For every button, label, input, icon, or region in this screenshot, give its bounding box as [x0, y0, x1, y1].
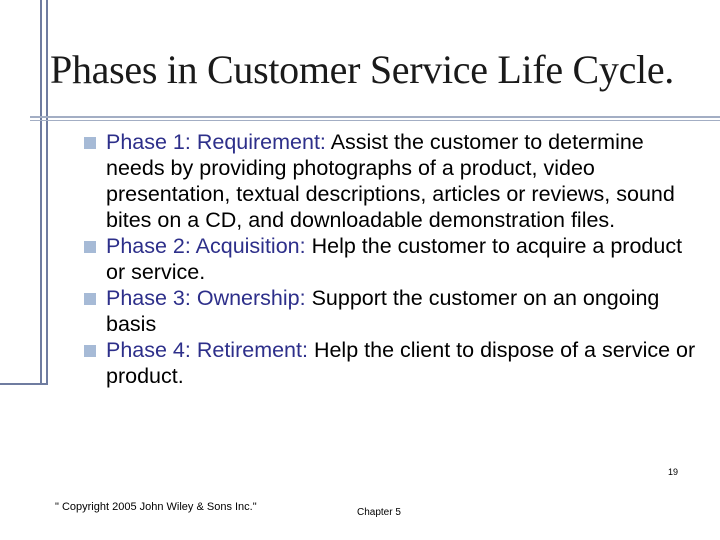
title-divider-thin — [30, 120, 720, 121]
square-bullet-icon — [84, 345, 96, 357]
chapter-footer: Chapter 5 — [357, 507, 401, 518]
phase-description: Assist the customer to determine needs by providing photographs of a product, video presentation, textual descriptions, articles or reviews, sound bites on a CD, and downloadable demonstration files. — [106, 130, 675, 232]
square-bullet-icon — [84, 241, 96, 253]
bullet-item-phase-4 — [84, 337, 704, 389]
copyright-footer: " Copyright 2005 John Wiley & Sons Inc." — [55, 501, 257, 513]
title-divider — [30, 116, 720, 118]
square-bullet-icon — [84, 137, 96, 149]
bullet-item-phase-1 — [84, 129, 704, 233]
phase-description: Help the client to dispose of a service or product. — [106, 338, 696, 388]
phase-description: Help the customer to acquire a product or service. — [106, 234, 683, 284]
slide-title: Phases in Customer Service Life Cycle. — [50, 47, 675, 92]
phase-description: Support the customer on an ongoing basis — [106, 286, 660, 336]
bullet-item-phase-3 — [84, 285, 704, 337]
phase-label: Phase 1: Requirement: — [106, 130, 326, 154]
page-number: 19 — [668, 467, 679, 477]
phase-label: Phase 2: Acquisition: — [106, 234, 306, 258]
phase-label: Phase 3: Ownership: — [106, 286, 306, 310]
bullet-list — [84, 129, 704, 389]
square-bullet-icon — [84, 293, 96, 305]
left-decor-bar — [0, 0, 48, 385]
bullet-item-phase-2 — [84, 233, 704, 285]
phase-label: Phase 4: Retirement: — [106, 338, 308, 362]
